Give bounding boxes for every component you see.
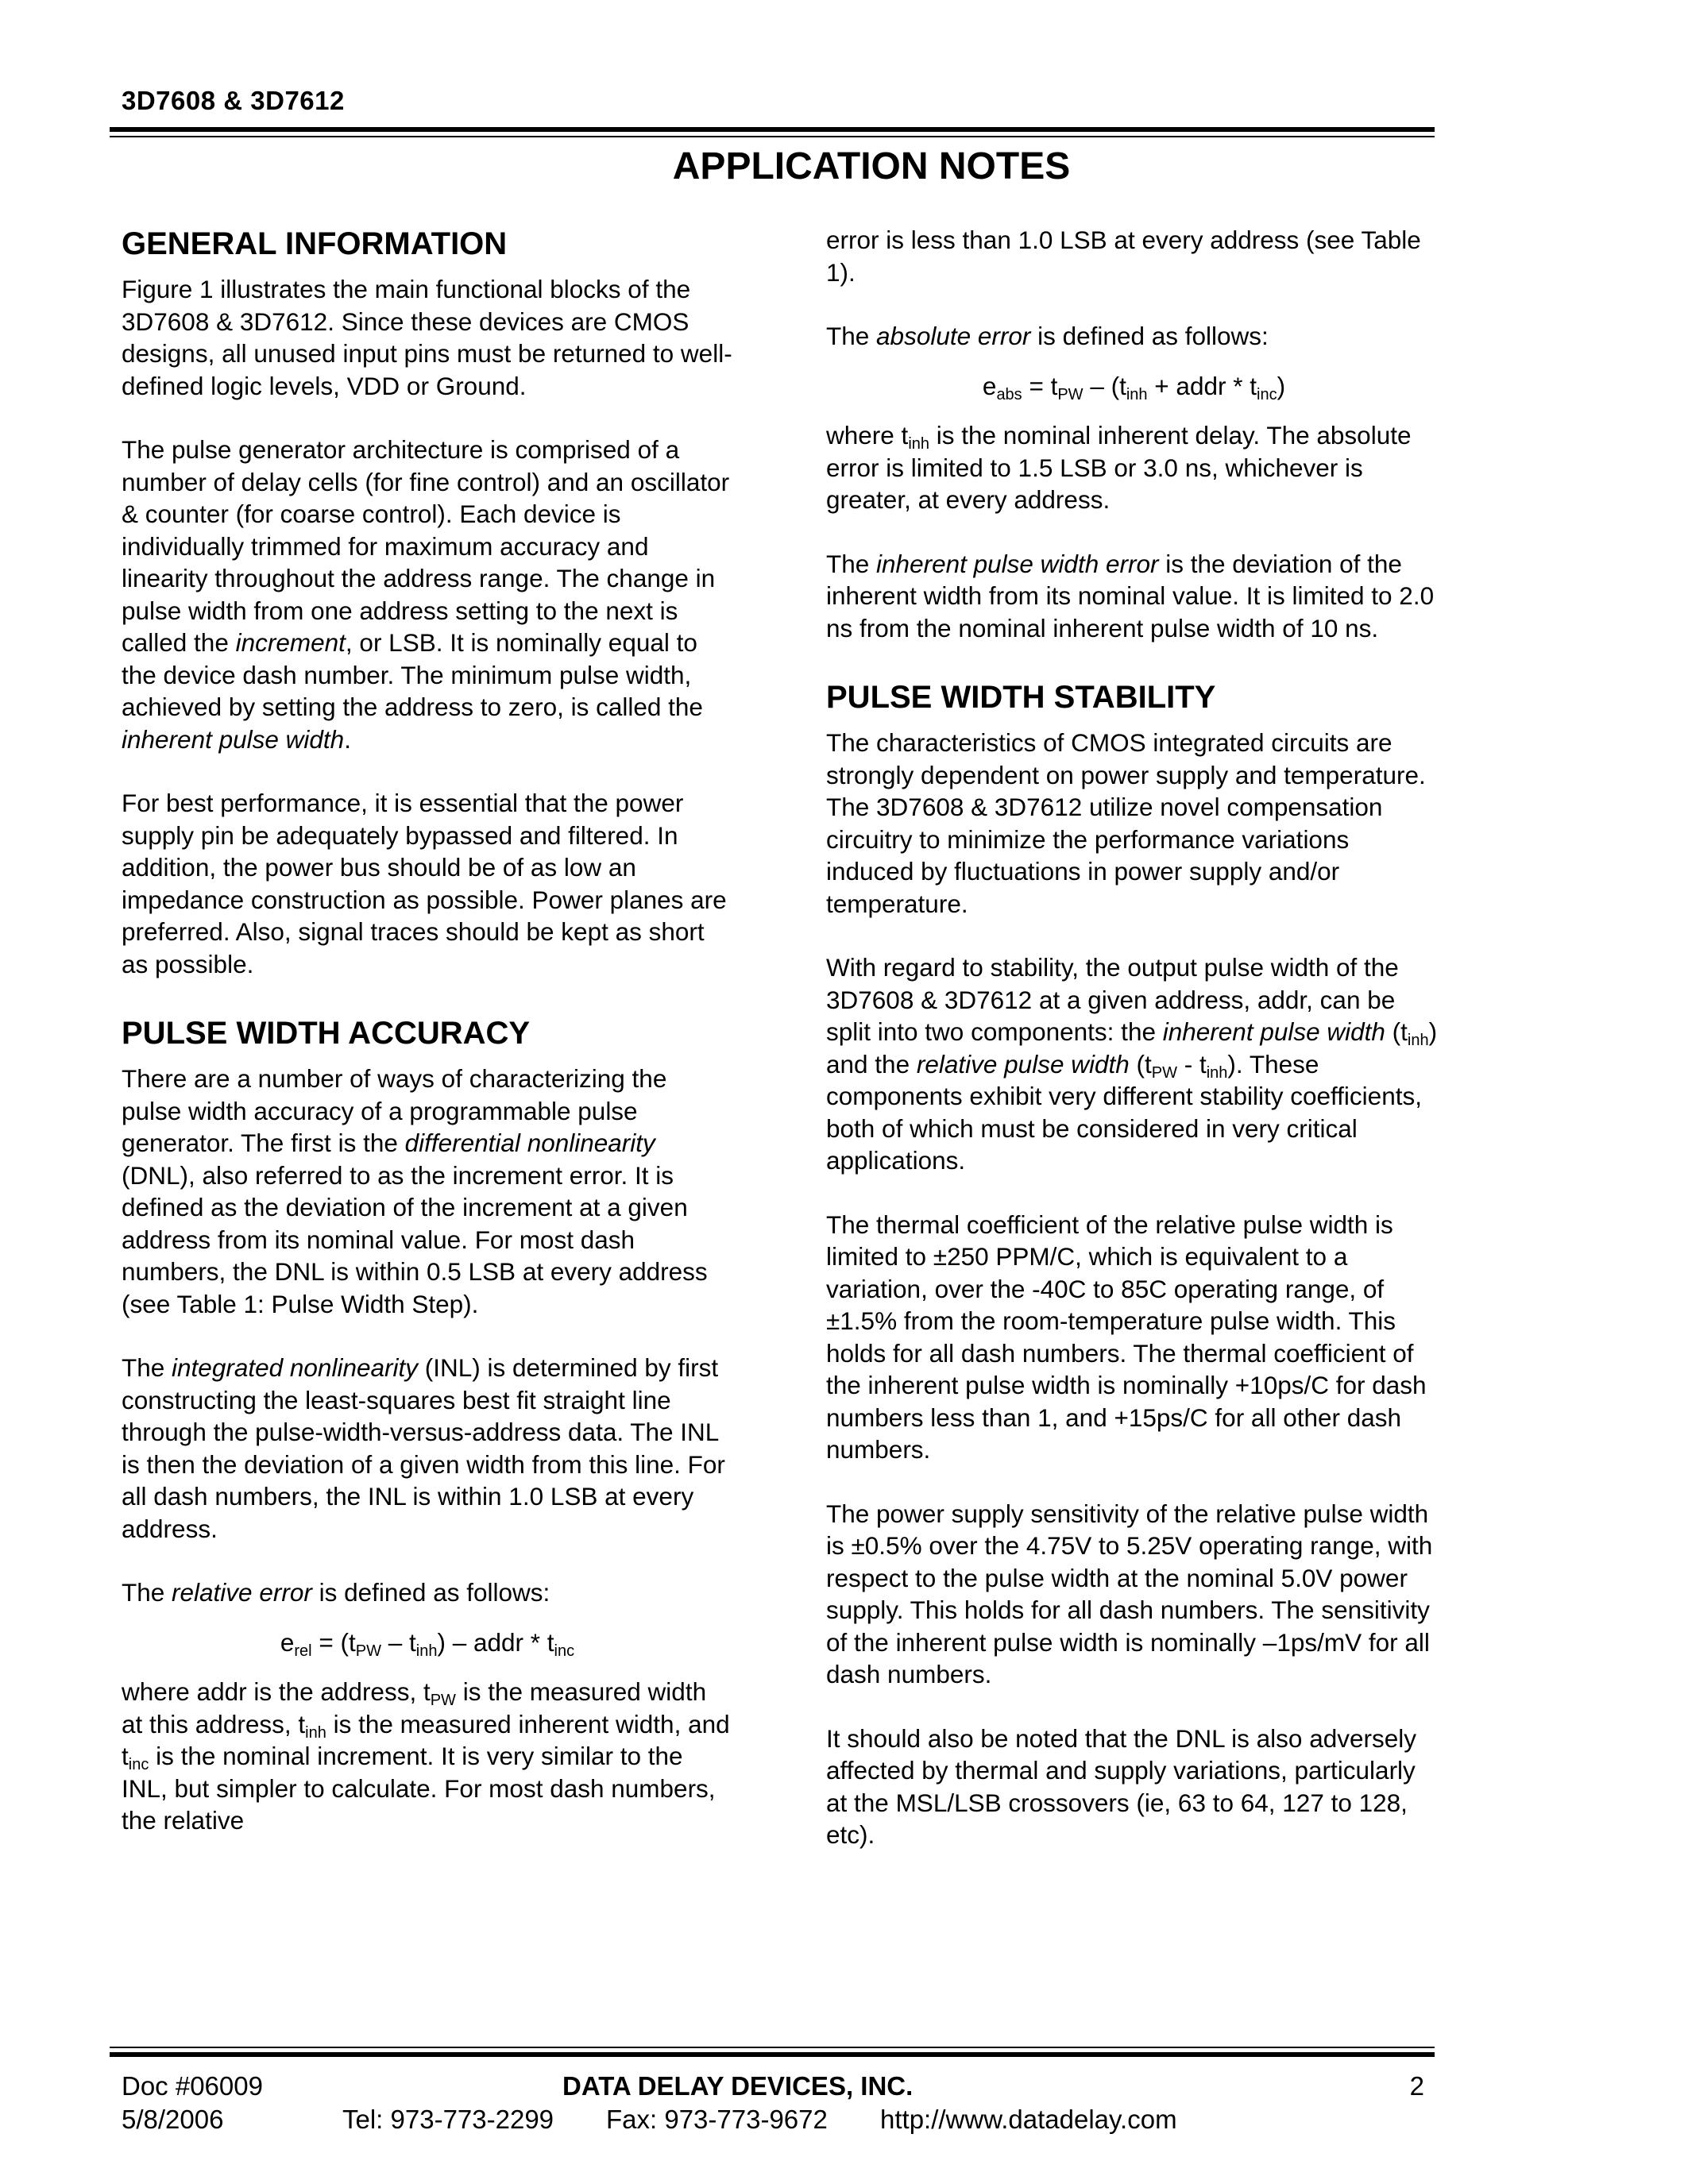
general-info-paragraph-2: The pulse generator architecture is comprised of a number of delay cells (for fine control) and an oscillator & counter (for coarse control). Each device is individually trimmed for maximum accuracy and linearity throughout the address range. The change in pulse width from one address setting to the next is called the increment, or LSB. It is nominally equal to the device dash number. The minimum pulse width, achieved by setting the address to zero, is called the inherent pulse width. [122,435,730,754]
stability-paragraph-2: With regard to stability, the output pulse width of the 3D7608 & 3D7612 at a given address, addr, can be split into two components: the inherent pulse width $(t_{inh})$ and the relative pulse width $(t_{PW} - t_{inh})$. These components exhibit very different stability coefficients, both of which must be considered in very critical applications. [826,953,1438,1175]
footer [122,2071,1424,2138]
left-column [122,224,733,1837]
stability-paragraph-4: The power supply sensitivity of the relative pulse width is ±0.5% over the 4.75V to 5.25V operating range, with respect to the pulse width at the nominal 5.0V power supply. This holds for all dash numbers. The sensitivity of the inherent pulse width is nominally –1ps/mV for all dash numbers. [826,1499,1433,1688]
absolute-error-intro: The absolute error is defined as follows: [826,322,1269,350]
page-title: APPLICATION NOTES [672,145,1071,187]
right-column [826,224,1442,1851]
stability-paragraph-1: The characteristics of CMOS integrated circuits are strongly dependent on power supply and temperature. The 3D7608 & 3D7612 utilize novel compensation circuitry to minimize the performance variations induced by fluctuations in power supply and/or temperature. [826,728,1426,918]
inherent-pulse-width-error-paragraph: The inherent pulse width error is the deviation of the inherent width from its nominal value. It is limited to 2.0 ns from the nominal inherent pulse width of 10 ns. [826,549,1435,642]
footer-rule-thin [110,2047,1435,2048]
relative-error-equation: $e_{rel} = (t_{PW} - t_{inh})$ – addr * $t_{inc}$ [280,1627,575,1660]
pulse-width-accuracy-heading: PULSE WIDTH ACCURACY [122,1016,531,1051]
stability-paragraph-3: The thermal coefficient of the relative pulse width is limited to ±250 PPM/C, which is equivalent to a variation, over the -40C to 85C operating range, of ±1.5% from the room-temperature pulse width. This holds for all dash numbers. The thermal coefficient of the inherent pulse width is nominally +10ps/C for dash numbers less than 1, and +15ps/C for all other dash numbers. [826,1210,1427,1464]
header-rule-thin [110,136,1435,137]
company-name: DATA DELAY DEVICES, INC. [562,2071,914,2101]
telephone: Tel: 973-773-2299 [342,2105,554,2134]
doc-number: Doc #06009 [122,2071,263,2101]
relative-error-continued: error is less than 1.0 LSB at every address (see Table 1). [826,226,1421,287]
general-information-heading: GENERAL INFORMATION [122,226,508,261]
general-info-paragraph-3: For best performance, it is essential that the power supply pin be adequately bypassed and filtered. In addition, the power bus should be of as low an impedance construction as possible. Power planes are preferred. Also, signal traces should be kept as short as possible. [122,789,727,978]
doc-date: 5/8/2006 [122,2105,224,2134]
general-info-paragraph-1: Figure 1 illustrates the main functional blocks of the 3D7608 & 3D7612. Since these devices are CMOS designs, all unused input pins must be returned to well-defined logic levels, VDD or Ground. [122,275,732,400]
pulse-width-stability-heading: PULSE WIDTH STABILITY [826,680,1216,715]
footer-rule-thick [110,2052,1435,2057]
website-link[interactable]: http://www.datadelay.com [880,2105,1177,2134]
header-rule-thick [110,127,1435,132]
accuracy-paragraph-2: The integrated nonlinearity (INL) is determined by first constructing the least-squares best fit straight line through the pulse-width-versus-address data. The INL is then the deviation of a given width from this line. For all dash numbers, the INL is within 1.0 LSB at every address. [122,1353,725,1543]
header-part-numbers: 3D7608 & 3D7612 [122,86,345,115]
accuracy-paragraph-1: There are a number of ways of characterizing the pulse width accuracy of a programmable pulse generator. The first is the differential nonlinearity (DNL), also referred to as the increment error. It is defined as the deviation of the increment at a given address from its nominal value. For most dash numbers, the DNL is within 0.5 LSB at every address (see Table 1: Pulse Width Step). [122,1064,708,1318]
stability-paragraph-5: It should also be noted that the DNL is also adversely affected by thermal and supply variations, particularly at the MSL/LSB crossovers (ie, 63 to 64, 127 to 128, etc). [826,1723,1417,1849]
fax: Fax: 973-773-9672 [606,2105,828,2134]
accuracy-paragraph-3: The relative error is defined as follows: [122,1578,550,1607]
accuracy-paragraph-4: where addr is the address, $t_{PW}$ is the measured width at this address, $t_{inh}$ is the measured inherent width, and $t_{inc}$ is the nominal increment. It is very similar to the INL, but simpler to calculate. For most dash numbers, the relative [122,1677,730,1835]
absolute-error-equation: $e_{abs} = t_{PW} - (t_{inh}$ + addr * $t_{inc}$) [982,371,1286,403]
page-number: 2 [1409,2071,1424,2101]
absolute-error-paragraph: where $t_{inh}$ is the nominal inherent delay. The absolute error is limited to 1.5 LSB or 3.0 ns, whichever is greater, at every address. [826,421,1412,514]
